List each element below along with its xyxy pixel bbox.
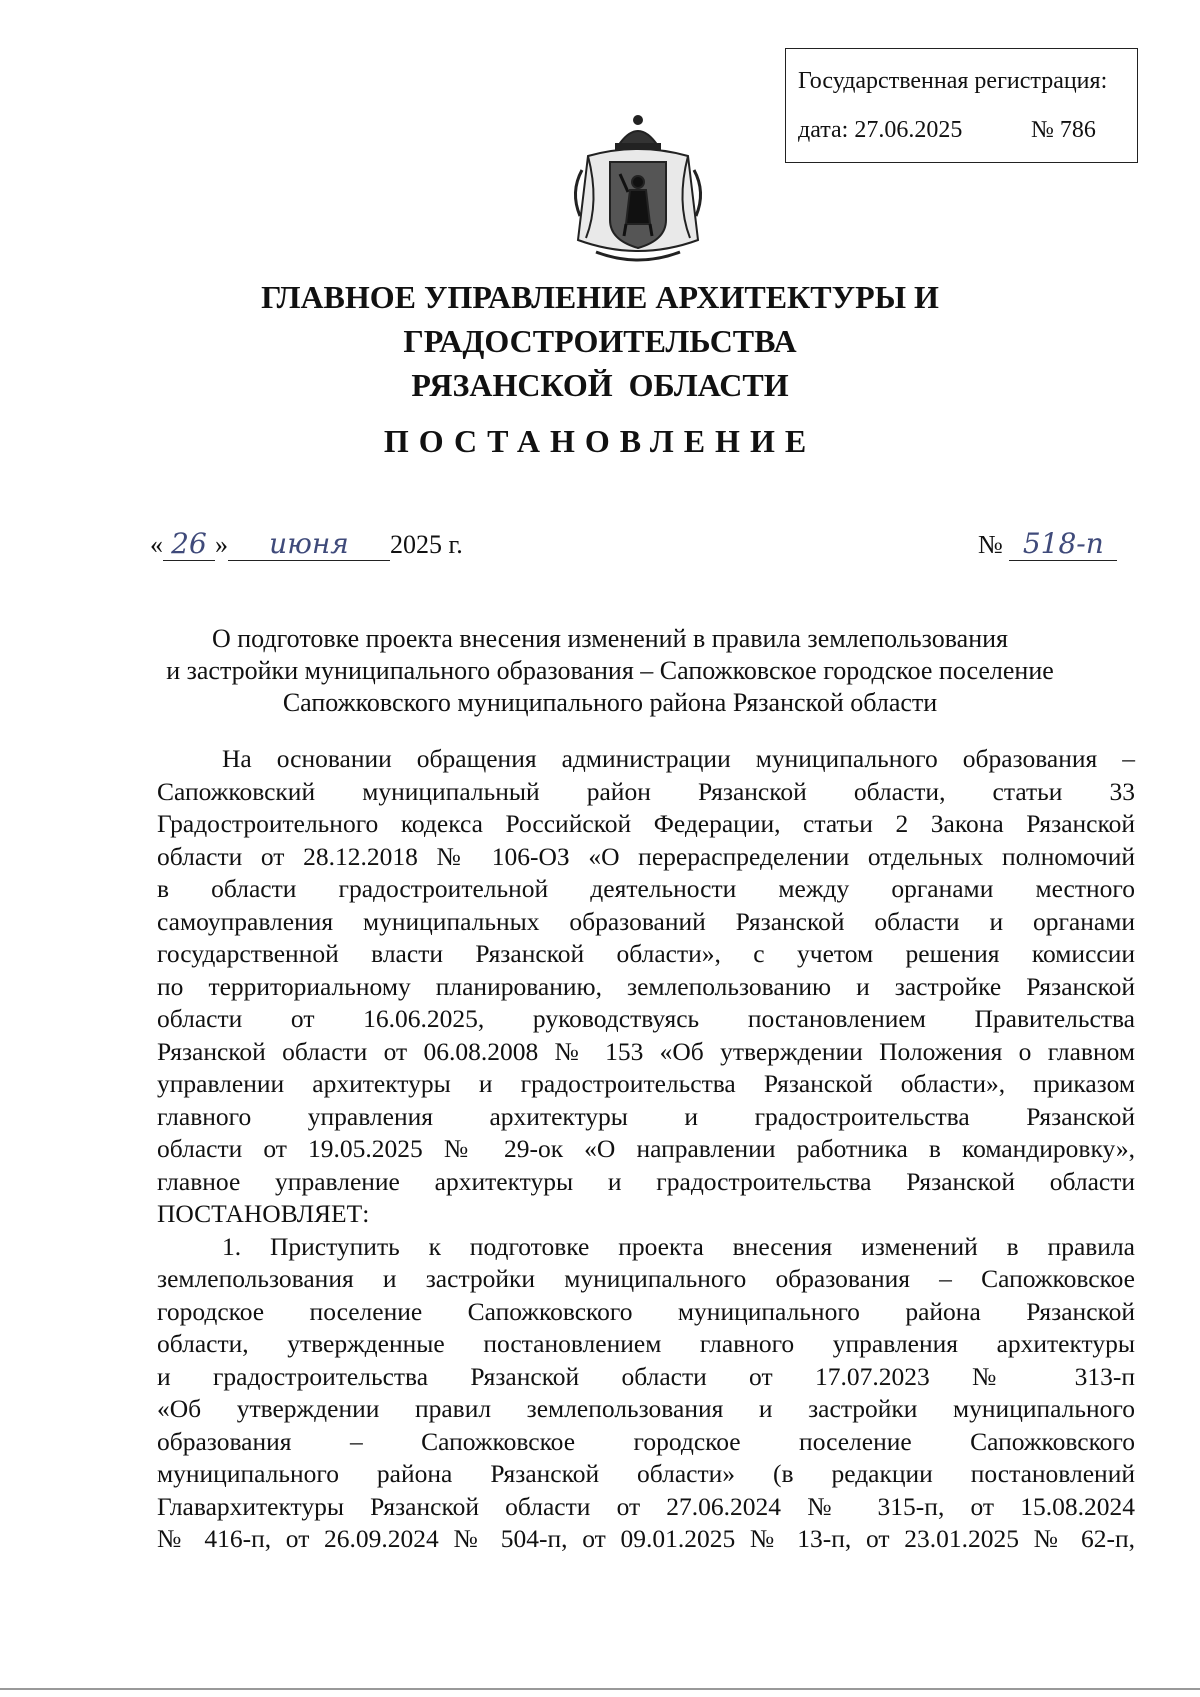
handwritten-number: 518-п	[1009, 527, 1117, 561]
body-line: городское поселение Сапожковского муниципального района Рязанской	[157, 1296, 1135, 1326]
date-open-quote: «	[150, 530, 163, 559]
body-line: и градостроительства Рязанской области от 17.07.2023 № 313-п	[157, 1361, 1135, 1391]
subject-line: О подготовке проекта внесения изменений в правила землепользования	[211, 624, 1008, 653]
document-body	[157, 743, 1135, 1556]
body-line: Рязанской области от 06.08.2008 № 153 «Об утверждении Положения о главном	[157, 1036, 1135, 1066]
number-prefix: №	[978, 530, 1003, 559]
agency-name	[100, 275, 1100, 407]
body-line: самоуправления муниципальных образований Рязанской области и органами	[157, 906, 1135, 936]
body-line: в области градостроительной деятельности между органами местного	[157, 874, 1135, 903]
body-line: № 416-п, от 26.09.2024 № 504-п, от 09.01.2025 № 13-п, от 23.01.2025 № 62-п,	[157, 1524, 1135, 1553]
agency-name-line2: РЯЗАНСКОЙ ОБЛАСТИ	[411, 367, 789, 403]
body-line: ПОСТАНОВЛЯЕТ:	[157, 1199, 370, 1228]
body-line: На основании обращения администрации муниципального образования –	[222, 744, 1135, 773]
body-line: главное управление архитектуры и градостроительства Рязанской области	[157, 1166, 1135, 1196]
date-year: 2025 г.	[390, 530, 463, 559]
page-bottom-edge	[0, 1688, 1200, 1690]
subject-line: и застройки муниципального образования – Сапожковское городское поселение	[166, 656, 1054, 685]
body-line: государственной власти Рязанской области», с учетом решения комиссии	[157, 939, 1135, 968]
handwritten-month: июня	[228, 527, 390, 561]
body-line: Главархитектуры Рязанской области от 27.06.2024 № 315-п, от 15.08.2024	[157, 1491, 1135, 1521]
document-subject	[140, 623, 1080, 719]
registration-title: Государственная регистрация:	[798, 68, 1108, 94]
body-line: по территориальному планированию, землепользованию и застройке Рязанской	[157, 971, 1135, 1001]
subject-line: Сапожковского муниципального района Рязанской области	[282, 688, 938, 717]
body-line: 1. Приступить к подготовке проекта внесения изменений в правила	[222, 1231, 1135, 1261]
body-line: землепользования и застройки муниципального образования – Сапожковское	[157, 1264, 1135, 1293]
body-line: Градостроительного кодекса Российской Федерации, статьи 2 Закона Рязанской	[157, 809, 1135, 838]
body-line: главного управления архитектуры и градостроительства Рязанской	[157, 1101, 1135, 1131]
handwritten-day: 26	[163, 527, 215, 561]
body-line: области от 19.05.2025 № 29-ок «О направлении работника в командировку»,	[157, 1134, 1135, 1163]
registration-box	[785, 48, 1138, 163]
body-line: области от 28.12.2018 № 106-ОЗ «О перераспределении отдельных полномочий	[157, 841, 1135, 871]
registration-number: № 786	[1031, 117, 1096, 143]
coat-of-arms-icon	[566, 112, 710, 270]
document-number	[978, 527, 1117, 561]
date-close-quote: »	[215, 530, 228, 559]
body-line: области от 16.06.2025, руководствуясь постановлением Правительства	[157, 1004, 1135, 1033]
body-line: Сапожковский муниципальный район Рязанской области, статьи 33	[157, 776, 1135, 806]
body-line: образования – Сапожковское городское поселение Сапожковского	[157, 1426, 1135, 1456]
document-type: ПОСТАНОВЛЕНИЕ	[383, 423, 817, 459]
body-line: «Об утверждении правил землепользования и застройки муниципального	[157, 1394, 1135, 1423]
body-line: области, утвержденные постановлением главного управления архитектуры	[157, 1329, 1135, 1358]
document-date	[150, 527, 463, 561]
body-line: муниципального района Рязанской области» (в редакции постановлений	[157, 1459, 1135, 1488]
agency-name-line1: ГЛАВНОЕ УПРАВЛЕНИЕ АРХИТЕКТУРЫ И ГРАДОСТРОИТЕЛЬСТВА	[261, 279, 939, 359]
registration-date: дата: 27.06.2025	[798, 117, 963, 143]
body-line: управлении архитектуры и градостроительства Рязанской области», приказом	[157, 1069, 1135, 1098]
